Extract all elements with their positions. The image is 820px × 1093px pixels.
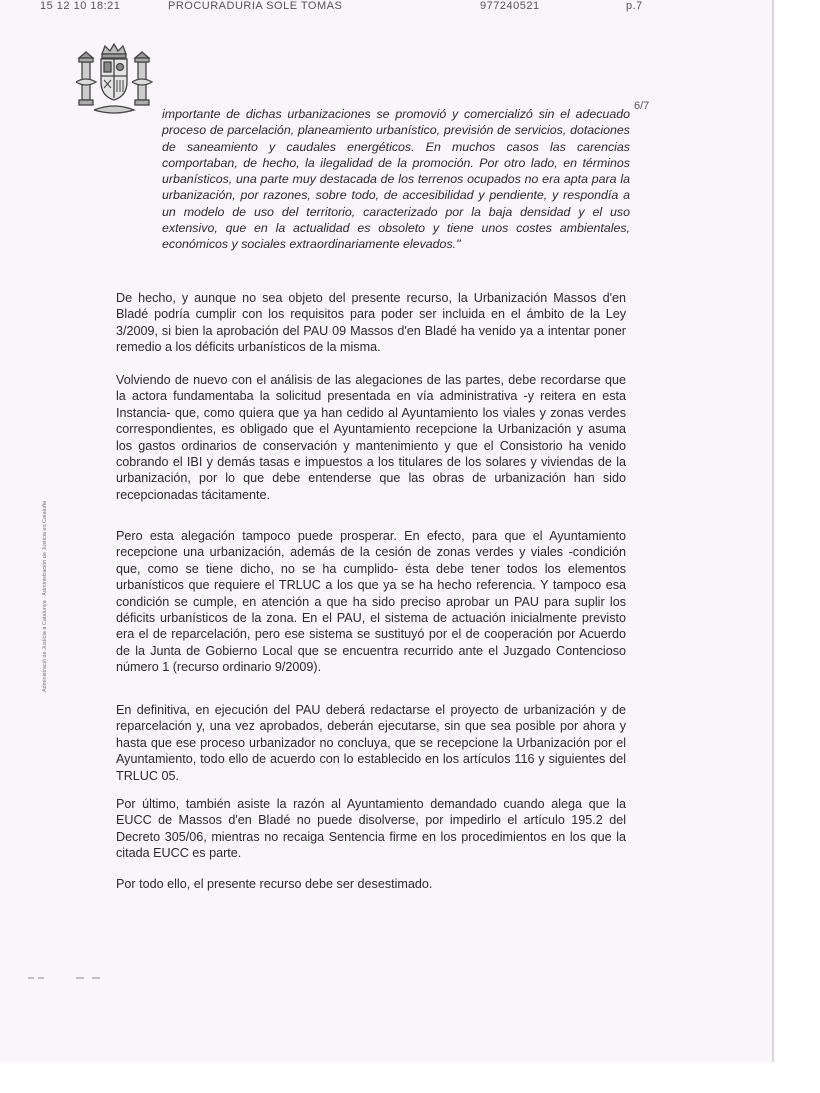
side-annotation-text: Administració de Justícia a Catalunya · Administración de Justicia en Cataluña — [42, 500, 48, 692]
paragraph: Por todo ello, el presente recurso debe ser desestimado. — [116, 877, 433, 891]
quoted-text: importante de dichas urbanizaciones se promovió y comercializó sin el adecuado proceso de parcelación, planeamiento urbanístico, previsión de servicios, dotaciones de saneamiento y caudales energéticos. En muchos casos las carencias comportaban, de hecho, la ilegalidad de la promoción. Por otro lado, en términos urbanísticos, una parte muy destacada de los terrenos ocupados no era apta para la urbanización, por razones, sobre todo, de accesibilidad y pendiente, y respondía a un modelo de uso del territorio, caracterizado por la baja densidad y el uso extensivo, que en la actualidad es obsoleto y tiene unos costes ambientales, económicos y sociales extraordinariamente elevados." — [162, 107, 630, 252]
fax-phone: 977240521 — [480, 0, 540, 12]
paragraph: Volviendo de nuevo con el análisis de las alegaciones de las partes, debe recordarse que la actora fundamentaba la solicitud presentada en vía administrativa -y reitera en esta Instancia- que, como quiera que ya han cedido al Ayuntamiento los viales y zonas verdes correspondientes, es obligado que el Ayuntamiento recepcione la Urbanización y asuma los gastos ordinarios de conservación y mantenimiento y que el Consistorio ha venido cobrando el IBI y demás tasas e impuestos a los titulares de los solares y viviendas de la urbanización, por lo que debe entenderse que las obras de urbanización han sido recepcionadas tácitamente. — [116, 373, 626, 502]
fax-page-number: p.7 — [626, 0, 643, 12]
paragraph: De hecho, y aunque no sea objeto del presente recurso, la Urbanización Massos d'en Bladé podría cumplir con los requisitos para poder ser incluida en el ámbito de la Ley 3/2009, si bien la aprobación del PAU 09 Massos d'en Bladé ha venido ya a intentar poner remedio a los déficits urbanísticos de la misma. — [116, 291, 626, 355]
paragraph: Pero esta alegación tampoco puede prosperar. En efecto, para que el Ayuntamiento recepcione una urbanización, además de la cesión de zonas verdes y viales -condición que, como se tiene dicho, no se ha cumplido- ésta debe tener todos los elementos urbanísticos que requiere el TRLUC a los que ya se ha hecho referencia. Y tampoco esa condición se cumple, en atención a que ha sido preciso aprobar un PAU para suplir los déficits urbanísticos de la zona. En el PAU, el sistema de actuación inicialmente previsto era el de reparcelación, pero ese sistema se sustituyó por el de cooperación por Acuerdo de la Junta de Gobierno Local que se encuentra recurrido ante el Juzgado Contencioso número 1 (recurso ordinario 9/2009). — [116, 529, 626, 675]
coat-of-arms-icon — [72, 40, 156, 122]
paragraph: En definitiva, en ejecución del PAU deberá redactarse el proyecto de urbanización y de reparcelación y, una vez aprobados, deberán ejecutarse, sin que sea posible por ahora y hasta que ese proceso urbanizador no concluya, que se recepcione la Urbanización por el Ayuntamiento, todo ello de acuerdo con lo establecido en los artículos 116 y siguientes del TRLUC 05. — [116, 703, 626, 783]
vertical-side-annotation — [42, 430, 54, 692]
scan-marks — [28, 968, 128, 974]
fax-header — [40, 0, 712, 16]
paragraph: Por último, también asiste la razón al Ayuntamiento demandado cuando alega que la EUCC de Massos d'en Bladé no puede disolverse, por impedirlo el artículo 195.2 del Decreto 305/06, mientras no recaiga Sentencia firme en los procedimientos en los que la citada EUCC es parte. — [116, 797, 626, 861]
fax-datetime: 15 12 10 18:21 — [40, 0, 121, 12]
fax-sender: PROCURADURIA SOLE TOMAS — [168, 0, 343, 12]
page-fraction: 6/7 — [634, 100, 650, 112]
